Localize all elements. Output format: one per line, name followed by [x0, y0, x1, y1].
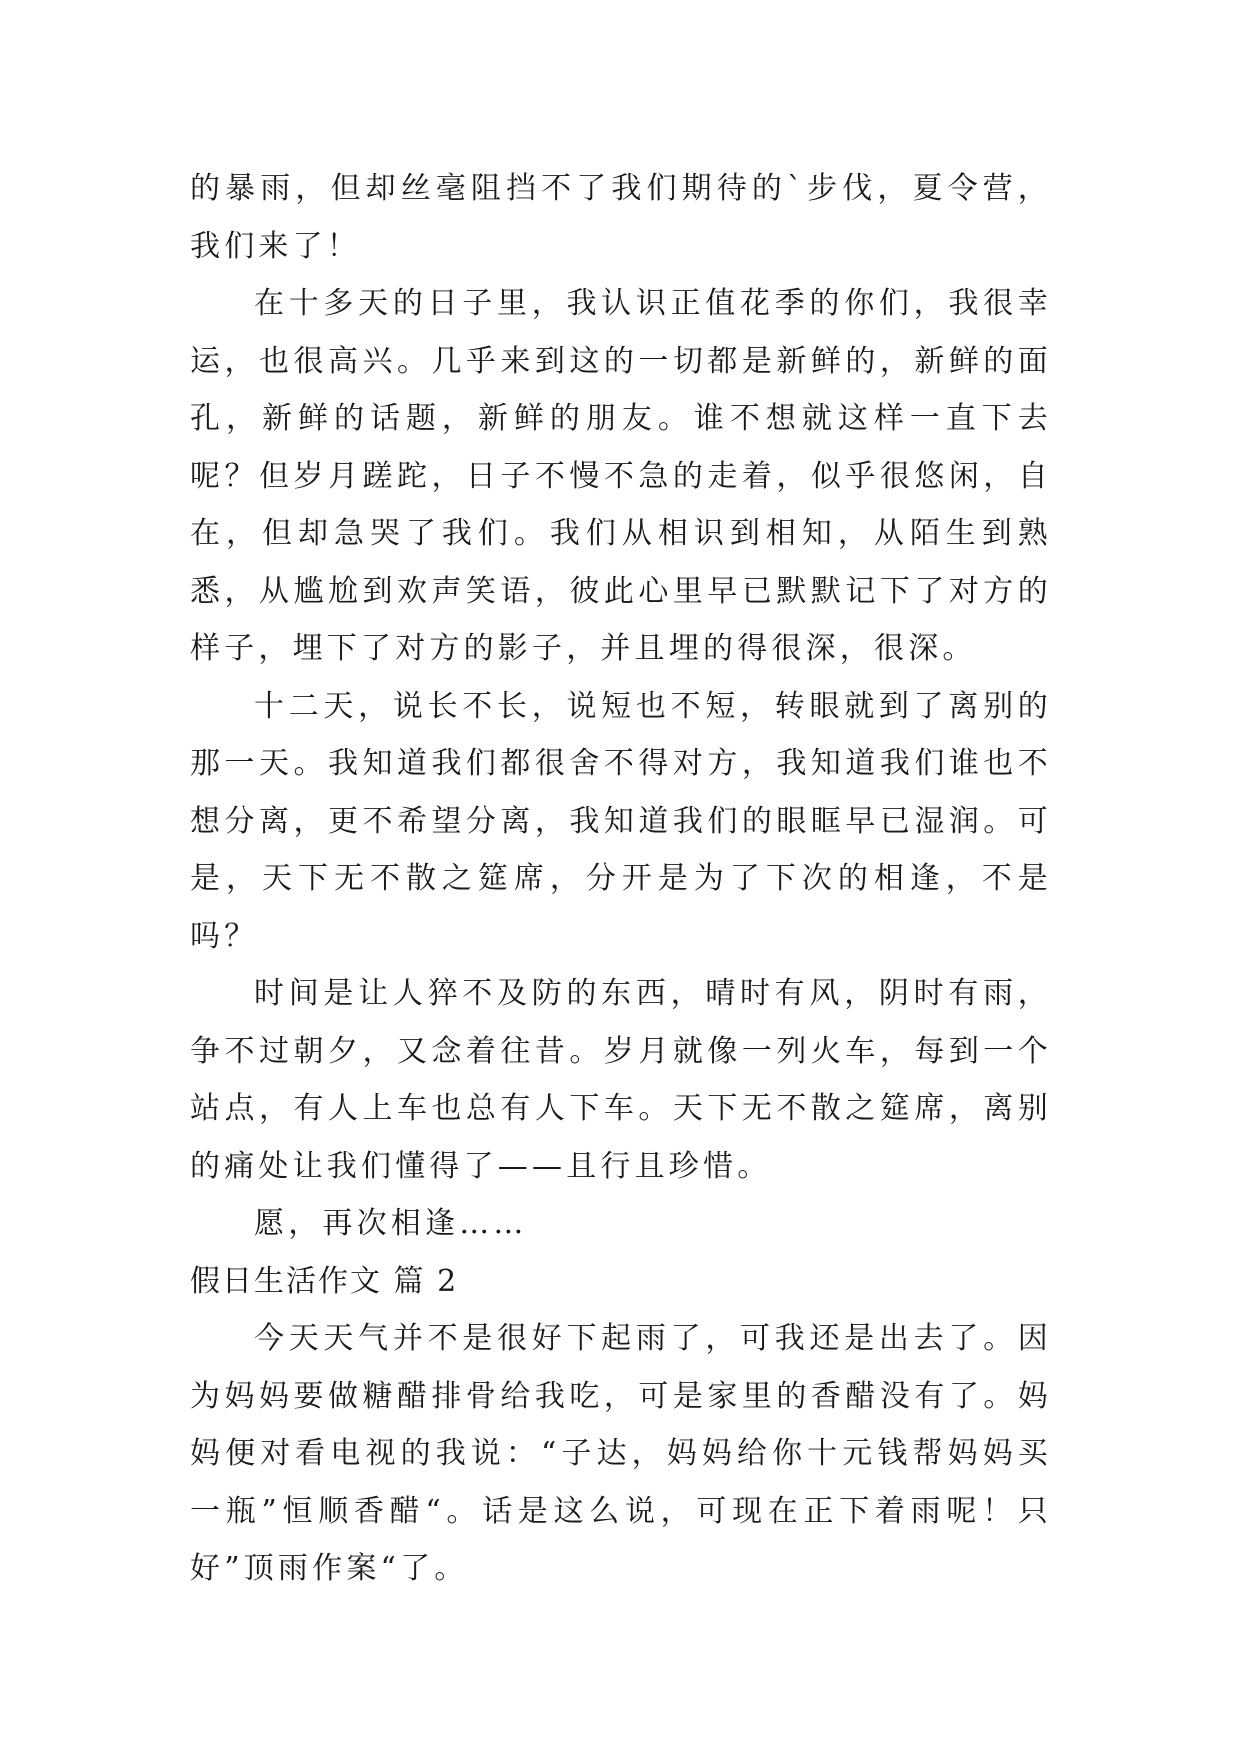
- paragraph-time: 时间是让人猝不及防的东西，晴时有风，阴时有雨，争不过朝夕，又念着往昔。岁月就像一列火车，每到一个站点，有人上车也总有人下车。天下无不散之筵席，离别的痛处让我们懂得了——且行且珍惜。: [190, 976, 1052, 1184]
- paragraph-twelve-days: 十二天，说长不长，说短也不短，转眼就到了离别的那一天。我知道我们都很舍不得对方，我知道我们谁也不想分离，更不希望分离，我知道我们的眼眶早已湿润。可是，天下无不散之筵席，分开是为了下次的相逢，不是吗？: [190, 688, 1052, 954]
- section-heading: 假日生活作文 篇 2: [190, 1263, 459, 1299]
- paragraph-continuation: 的暴雨，但却丝毫阻挡不了我们期待的`步伐，夏令营，我们来了！: [190, 171, 1052, 264]
- body-text: [190, 160, 1052, 1598]
- paragraph-wish: 愿，再次相逢……: [254, 1206, 528, 1241]
- paragraph-rainy-day: 今天天气并不是很好下起雨了，可我还是出去了。因为妈妈要做糖醋排骨给我吃，可是家里的香醋没有了。妈妈便对看电视的我说：“子达，妈妈给你十元钱帮妈妈买一瓶”恒顺香醋“。话是这么说，可现在正下着雨呢！只好”顶雨作案“了。: [190, 1321, 1052, 1586]
- paragraph-summer-camp-days: 在十多天的日子里，我认识正值花季的你们，我很幸运，也很高兴。几乎来到这的一切都是新鲜的，新鲜的面孔，新鲜的话题，新鲜的朋友。谁不想就这样一直下去呢？但岁月蹉跎，日子不慢不急的走着，似乎很悠闲，自在，但却急哭了我们。我们从相识到相知，从陌生到熟悉，从尴尬到欢声笑语，彼此心里早已默默记下了对方的样子，埋下了对方的影子，并且埋的得很深，很深。: [190, 286, 1052, 666]
